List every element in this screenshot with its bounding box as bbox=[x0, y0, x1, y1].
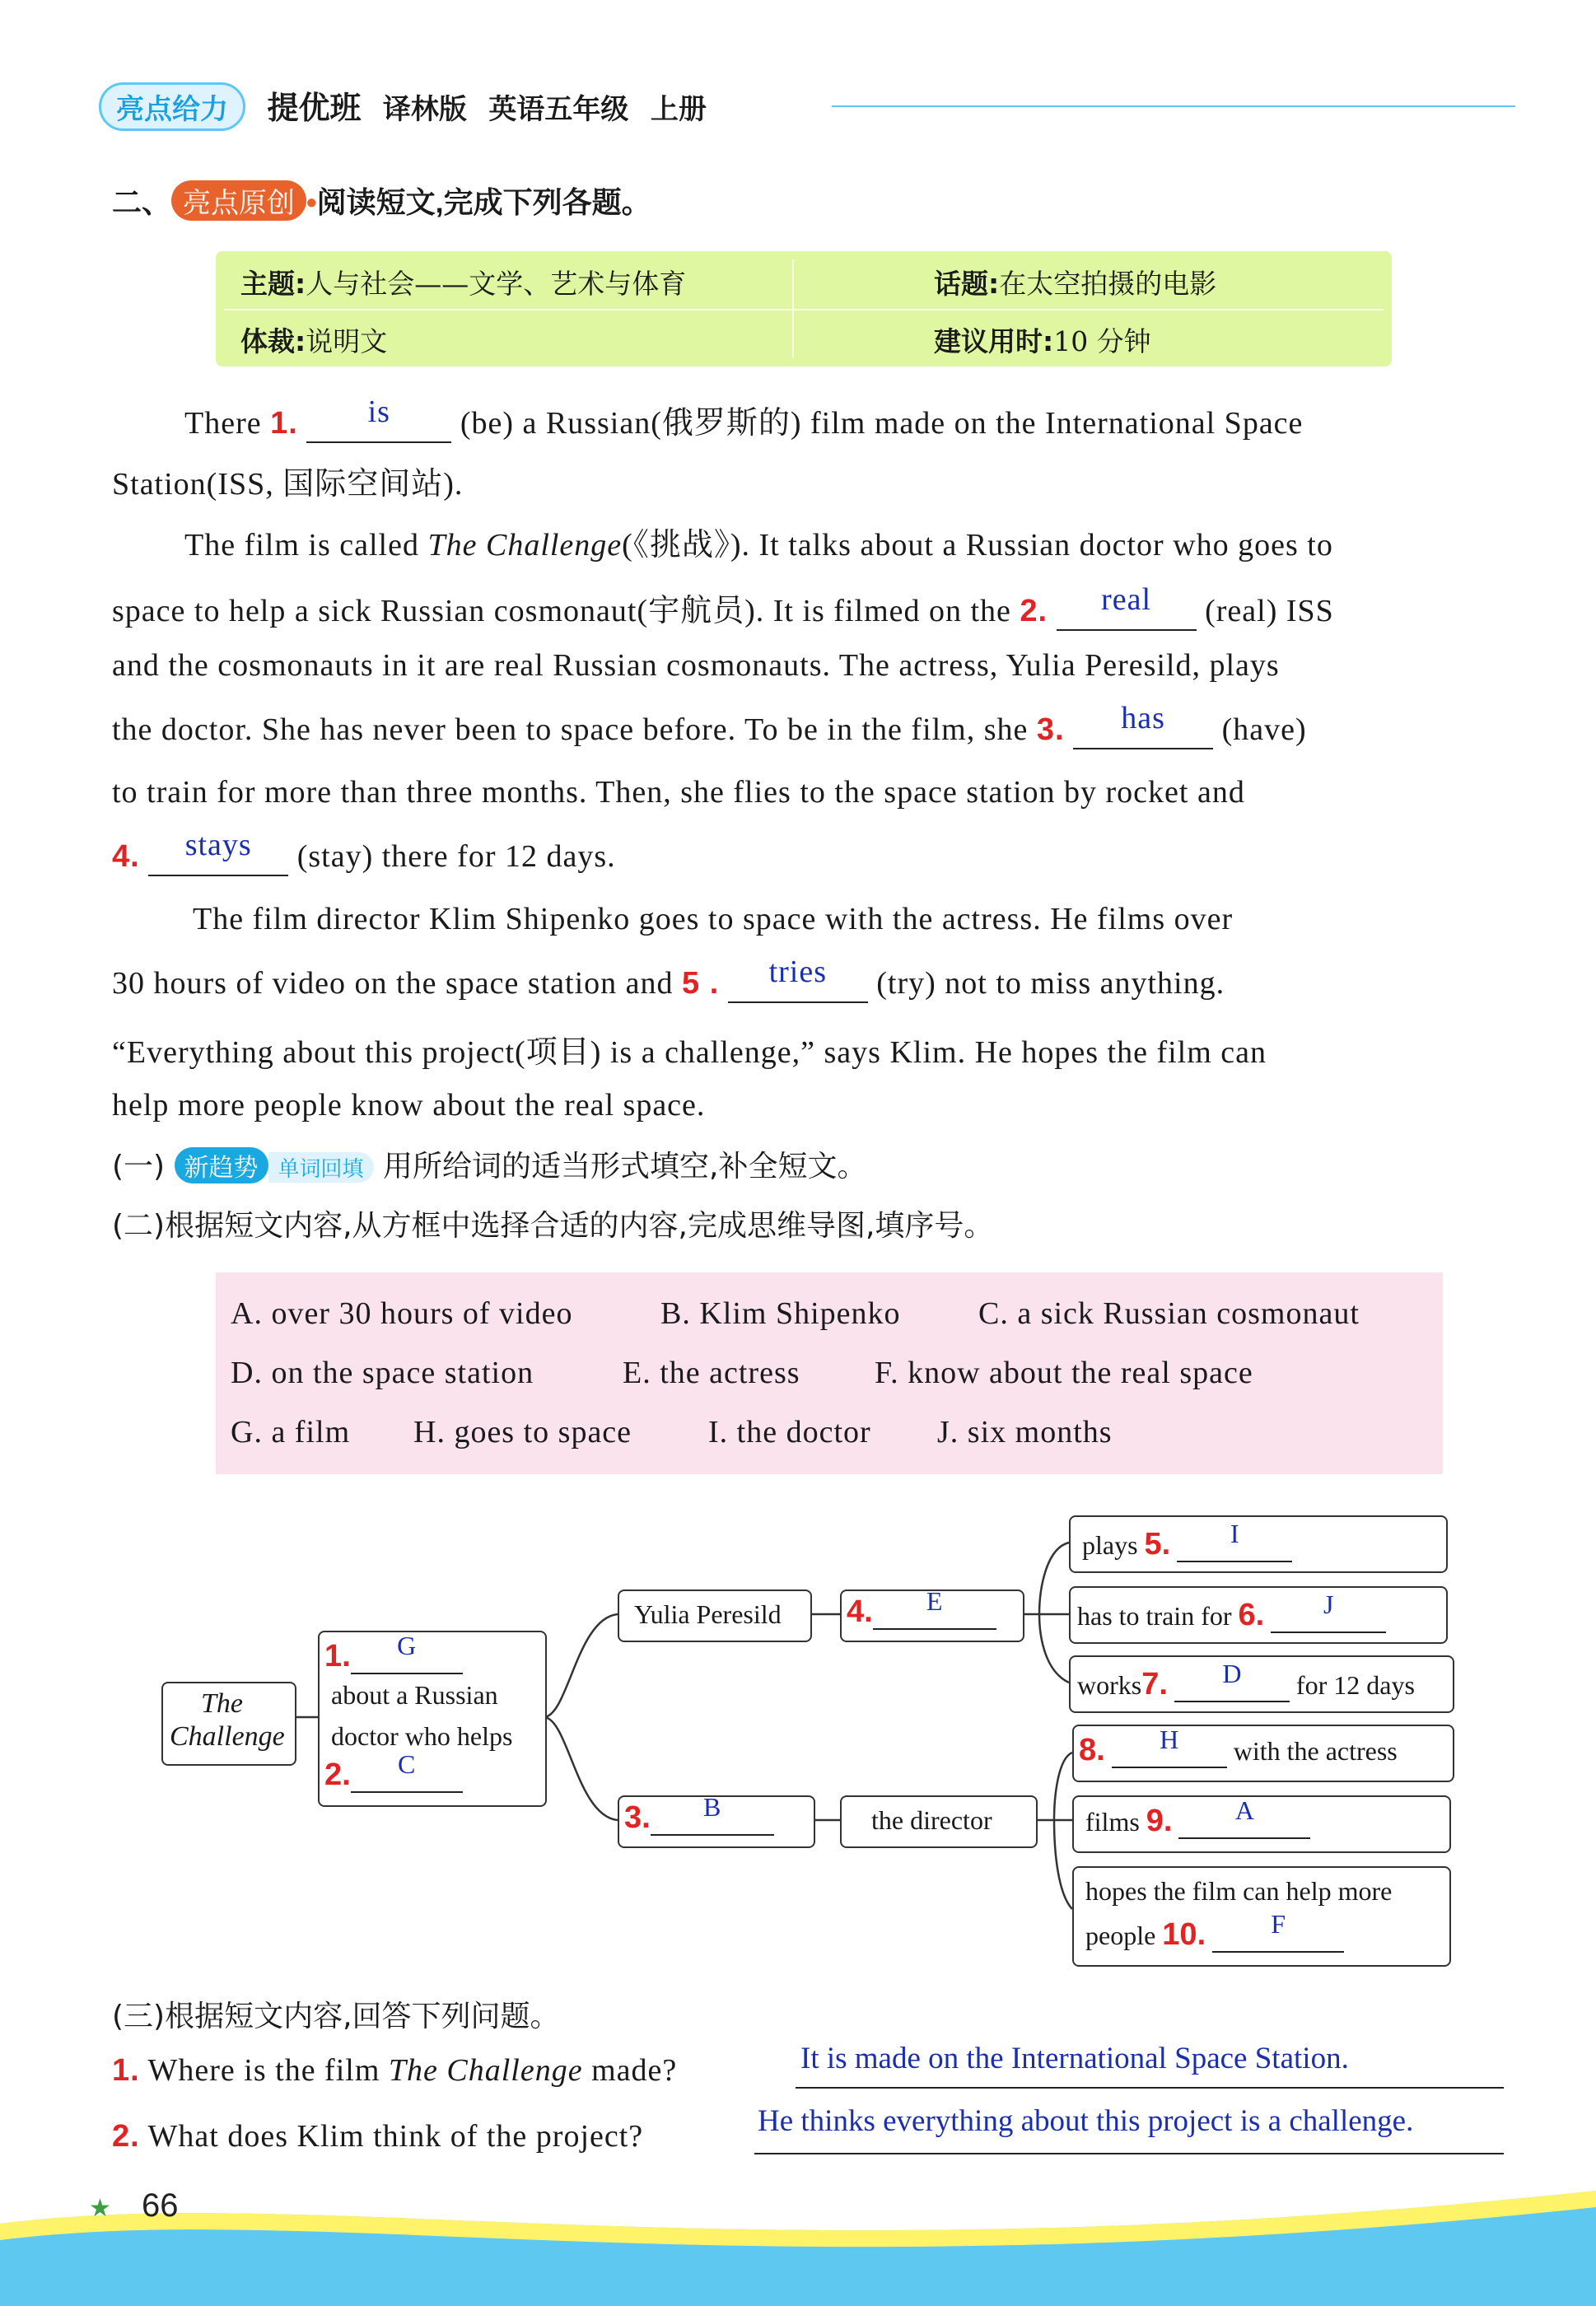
text: (try) not to miss anything. bbox=[876, 966, 1225, 1001]
map-blank-4[interactable] bbox=[873, 1586, 996, 1630]
answer-3: has bbox=[1121, 701, 1165, 735]
mindmap-root bbox=[161, 1682, 296, 1766]
text: There bbox=[184, 406, 262, 441]
with-actress-label: with the actress bbox=[1233, 1736, 1398, 1766]
mindmap-box-6 bbox=[1069, 1586, 1448, 1644]
task-2-number: (二) bbox=[112, 1209, 166, 1243]
option-i: I. the doctor bbox=[708, 1415, 871, 1449]
question-1-end: made? bbox=[591, 2053, 678, 2088]
about-line-2: doctor who helps bbox=[331, 1721, 513, 1751]
text: 30 hours of video on the space station and bbox=[112, 966, 674, 1001]
option-g: G. a film bbox=[231, 1415, 351, 1449]
answer-2: real bbox=[1101, 582, 1152, 617]
mindmap-yulia bbox=[618, 1589, 812, 1642]
mindmap-box-7 bbox=[1069, 1655, 1454, 1713]
question-1-text: Where is the film bbox=[147, 2053, 380, 2088]
for12-label: for 12 days bbox=[1295, 1670, 1415, 1700]
mindmap-box-4 bbox=[840, 1586, 1024, 1642]
footer-wave bbox=[0, 2174, 1596, 2306]
question-1-title: The Challenge bbox=[388, 2053, 583, 2088]
plays-label: plays bbox=[1082, 1530, 1138, 1560]
answer-5: tries bbox=[768, 955, 827, 989]
theme-label: 主题: bbox=[240, 268, 306, 300]
map-number-2: 2. bbox=[324, 1758, 351, 1792]
option-a: A. over 30 hours of video bbox=[231, 1296, 573, 1331]
blank-number-1: 1. bbox=[270, 406, 298, 441]
yulia-label: Yulia Peresild bbox=[634, 1599, 782, 1629]
map-number-7: 7. bbox=[1141, 1667, 1168, 1701]
text: (have) bbox=[1221, 712, 1307, 747]
hopes-line-1: hopes the film can help more bbox=[1085, 1876, 1393, 1906]
map-blank-8[interactable] bbox=[1112, 1725, 1227, 1768]
theme-value: 人与社会——文学、艺术与体育 bbox=[306, 268, 687, 300]
option-f: F. know about the real space bbox=[875, 1356, 1253, 1390]
map-number-1: 1. bbox=[324, 1639, 351, 1673]
option-d: D. on the space station bbox=[231, 1356, 534, 1390]
answer-text-2: He thinks everything about this project is a challenge. bbox=[758, 2104, 1414, 2138]
map-answer-1: G bbox=[397, 1631, 417, 1660]
question-2-number: 2. bbox=[112, 2119, 140, 2154]
volume: 上册 bbox=[650, 94, 707, 125]
genre-value: 说明文 bbox=[306, 325, 388, 357]
option-h: H. goes to space bbox=[413, 1415, 632, 1449]
brand-logo: 亮点给力 bbox=[99, 82, 245, 131]
map-number-3: 3. bbox=[624, 1800, 651, 1835]
answer-line-2[interactable] bbox=[754, 2103, 1504, 2154]
topic-label: 话题: bbox=[934, 268, 1000, 300]
genre-label: 体裁: bbox=[240, 325, 306, 357]
map-blank-1[interactable] bbox=[351, 1631, 463, 1674]
mindmap-box-9 bbox=[1072, 1795, 1451, 1853]
map-answer-3: B bbox=[703, 1792, 721, 1822]
map-blank-3[interactable] bbox=[651, 1792, 774, 1836]
about-line-1: about a Russian bbox=[331, 1680, 498, 1710]
mindmap-director bbox=[840, 1795, 1038, 1848]
answer-4: stays bbox=[184, 828, 252, 862]
page-number: 66 bbox=[142, 2187, 179, 2224]
map-number-10: 10. bbox=[1162, 1917, 1206, 1952]
section-title: 二、 亮点原创 •阅读短文,完成下列各题。 bbox=[112, 180, 651, 222]
mindmap-about-box bbox=[318, 1631, 547, 1807]
task-3-number: (三) bbox=[112, 2000, 166, 2033]
answer-line-1[interactable] bbox=[796, 2041, 1504, 2089]
answer-1: is bbox=[367, 394, 390, 429]
map-number-9: 9. bbox=[1146, 1804, 1173, 1838]
text: and the cosmonauts in it are real Russian cosmonauts. The actress, Yulia Peresild, plays bbox=[112, 648, 1280, 683]
text: space to help a sick Russian cosmonaut(宇航员). It is filmed on the bbox=[112, 594, 1011, 628]
time-value: 10 分钟 bbox=[1053, 325, 1151, 357]
task-3 bbox=[112, 1993, 560, 2035]
text: (《挑战》). It talks about a Russian doctor who goes to bbox=[622, 528, 1333, 562]
task-1-badge-sub: 单词回填 bbox=[268, 1152, 374, 1183]
blank-number-4: 4. bbox=[112, 839, 140, 874]
star-icon: ★ bbox=[89, 2195, 111, 2222]
works-label: works bbox=[1077, 1670, 1142, 1700]
task-1-text: 用所给词的适当形式填空,补全短文。 bbox=[383, 1150, 867, 1183]
root-text-2: Challenge bbox=[170, 1721, 285, 1752]
answer-text-1: It is made on the International Space Station. bbox=[800, 2042, 1349, 2075]
map-answer-8: H bbox=[1160, 1725, 1179, 1754]
blank-number-5: 5 . bbox=[682, 966, 720, 1001]
text: Station(ISS, 国际空间站). bbox=[112, 467, 464, 502]
mindmap-box-10 bbox=[1072, 1866, 1451, 1967]
film-title: The Challenge bbox=[427, 528, 623, 562]
option-j: J. six months bbox=[937, 1415, 1113, 1449]
mindmap-box-3 bbox=[618, 1792, 815, 1848]
time-label: 建议用时: bbox=[934, 325, 1054, 357]
mindmap-box-5 bbox=[1069, 1515, 1448, 1573]
map-number-5: 5. bbox=[1144, 1527, 1171, 1561]
task-1-number: (一) bbox=[112, 1150, 166, 1183]
option-c: C. a sick Russian cosmonaut bbox=[978, 1296, 1360, 1331]
task-3-text: 根据短文内容,回答下列问题。 bbox=[165, 2000, 560, 2033]
question-2 bbox=[112, 2104, 1504, 2154]
blank-number-2: 2. bbox=[1020, 594, 1048, 628]
task-1-badge: 新趋势 bbox=[175, 1147, 268, 1183]
map-number-8: 8. bbox=[1079, 1733, 1105, 1767]
map-number-6: 6. bbox=[1238, 1598, 1265, 1632]
map-answer-9: A bbox=[1234, 1795, 1255, 1825]
films-label: films bbox=[1085, 1807, 1140, 1837]
question-1 bbox=[112, 2042, 1504, 2089]
section-number: 二、 bbox=[112, 185, 172, 219]
map-answer-2: C bbox=[398, 1749, 416, 1779]
question-1-number: 1. bbox=[112, 2053, 140, 2088]
map-answer-6: J bbox=[1323, 1589, 1334, 1619]
text: the doctor. She has never been to space before. To be in the film, she bbox=[112, 712, 1029, 747]
text: (real) ISS bbox=[1205, 594, 1334, 628]
text: The film director Klim Shipenko goes to space with the actress. He films over bbox=[193, 902, 1234, 936]
text: “Everything about this project(项目) is a challenge,” says Klim. He hopes the film can bbox=[112, 1035, 1267, 1070]
section-badge: 亮点原创 bbox=[171, 180, 306, 221]
map-answer-7: D bbox=[1222, 1659, 1242, 1688]
question-2-text: What does Klim think of the project? bbox=[147, 2119, 644, 2154]
text: help more people know about the real space. bbox=[112, 1088, 706, 1123]
text: to train for more than three months. Then, she flies to the space station by rocket and bbox=[112, 775, 1245, 810]
edition: 译林版 bbox=[382, 94, 467, 125]
hopes-line-2: people bbox=[1085, 1921, 1156, 1950]
topic-value: 在太空拍摄的电影 bbox=[999, 268, 1217, 300]
map-answer-4: E bbox=[926, 1586, 943, 1616]
section-instruction: 阅读短文,完成下列各题。 bbox=[316, 185, 651, 219]
map-blank-9[interactable] bbox=[1178, 1795, 1310, 1839]
map-answer-5: I bbox=[1230, 1519, 1239, 1548]
subject: 英语五年级 bbox=[488, 94, 629, 125]
option-e: E. the actress bbox=[623, 1356, 800, 1390]
root-text-1: The bbox=[201, 1688, 243, 1719]
map-blank-7[interactable] bbox=[1174, 1659, 1290, 1702]
map-answer-10: F bbox=[1271, 1909, 1286, 1939]
map-blank-5[interactable] bbox=[1177, 1519, 1292, 1562]
blank-number-3: 3. bbox=[1036, 712, 1065, 747]
text: The film is called bbox=[184, 528, 419, 562]
task-2-text: 根据短文内容,从方框中选择合适的内容,完成思维导图,填序号。 bbox=[165, 1209, 994, 1243]
mindmap-box-8 bbox=[1072, 1725, 1454, 1782]
option-b: B. Klim Shipenko bbox=[660, 1296, 901, 1331]
text: (stay) there for 12 days. bbox=[296, 839, 616, 874]
map-number-4: 4. bbox=[847, 1594, 873, 1629]
train-label: has to train for bbox=[1077, 1601, 1232, 1631]
map-blank-6[interactable] bbox=[1271, 1589, 1386, 1633]
map-blank-2[interactable] bbox=[351, 1749, 463, 1793]
director-label: the director bbox=[871, 1805, 992, 1835]
series-name: 提优班 bbox=[267, 91, 362, 126]
text: (be) a Russian(俄罗斯的) film made on the International Space bbox=[460, 406, 1304, 441]
map-blank-10[interactable] bbox=[1212, 1909, 1344, 1953]
